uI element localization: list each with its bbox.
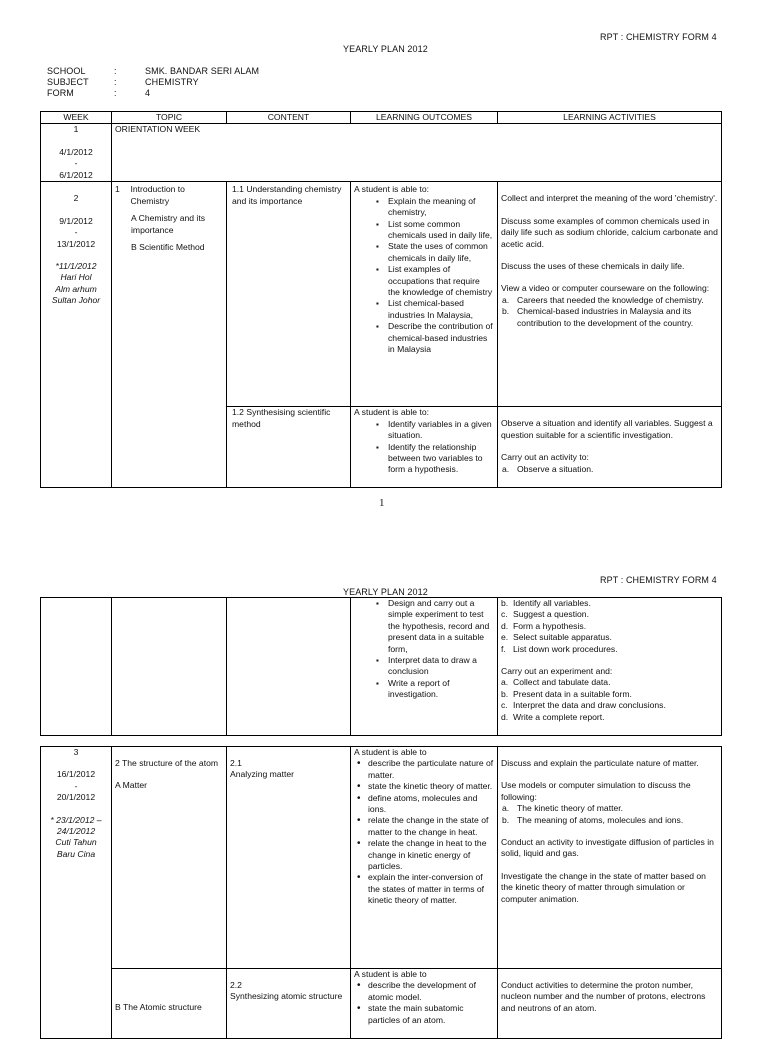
page2-plan-title: YEARLY PLAN 2012 — [343, 587, 428, 597]
header-learning-outcomes: LEARNING OUTCOMES — [351, 112, 498, 124]
activity-text: Investigate the change in the state of matter based on the kinetic theory of matter through simulation or computer animation. — [501, 870, 706, 904]
table-row — [41, 598, 722, 736]
activities-cell — [498, 969, 722, 1039]
activities-cell — [498, 407, 722, 488]
list-marker: d. — [501, 711, 509, 722]
list-text: Write a complete report. — [513, 711, 605, 722]
topic-cell — [112, 598, 227, 736]
list-marker: b. — [502, 306, 510, 317]
activity-list-item — [501, 609, 718, 620]
week-cell — [41, 747, 112, 1039]
list-marker: e. — [501, 632, 509, 643]
outcome-item: • state the kinetic theory of matter. — [368, 781, 494, 792]
content-number: 2.2 — [230, 980, 242, 990]
outcome-intro: A student is able to: — [354, 407, 430, 418]
activity-text: Observe a situation and identify all variables. Suggest a question suitable for a scientific investigation. — [501, 418, 713, 440]
page-number: 1 — [379, 497, 385, 509]
outcome-intro: A student is able to: — [354, 184, 430, 195]
content-cell — [227, 598, 351, 736]
info-label: SCHOOL — [47, 66, 86, 76]
holiday-line: 24/1/2012 — [56, 826, 96, 837]
list-text: The kinetic theory of matter. — [517, 803, 624, 814]
holiday-line: Cuti Tahun — [55, 837, 97, 848]
holiday-note — [44, 815, 108, 861]
date-from: 4/1/2012 — [59, 146, 93, 157]
topic-a: A Chemistry and its importance — [131, 213, 206, 235]
activity-list-item — [502, 463, 718, 475]
outcome-item: ▪ Explain the meaning of chemistry, — [388, 196, 494, 219]
activity-list-item — [502, 294, 718, 306]
list-text: List down work procedures. — [513, 643, 618, 654]
list-text: Interpret the data and draw conclusions. — [513, 700, 666, 711]
header-learning-activities: LEARNING ACTIVITIES — [498, 112, 722, 124]
outcome-item: ▪ Describe the contribution of chemical-based industries in Malaysia — [388, 321, 494, 355]
holiday-note — [44, 261, 108, 307]
outcome-item: • explain the inter-conversion of the states of matter in terms of kinetic theory of matter. — [368, 872, 494, 906]
topic-cell — [112, 747, 227, 969]
date-to: 13/1/2012 — [56, 238, 96, 249]
activity-list-item — [501, 632, 718, 643]
plan-table-page1 — [40, 111, 722, 488]
topic-title: Introduction to Chemistry — [130, 184, 185, 206]
list-marker: c. — [501, 700, 508, 711]
activity-text: Discuss some examples of common chemicals used in daily life such as sodium chloride, calcium carbonate and acetic acid. — [501, 215, 718, 249]
table-row — [41, 182, 722, 407]
plan-table-page2-week3 — [40, 746, 722, 1039]
content-cell — [227, 182, 351, 407]
holiday-line: Alm arhum — [55, 283, 97, 294]
holiday-line: * 23/1/2012 – — [50, 814, 102, 825]
outcomes-cell — [351, 407, 498, 488]
activity-text: Carry out an activity to: — [501, 452, 589, 463]
list-marker: f. — [501, 643, 506, 654]
outcome-item: ▪ Write a report of investigation. — [388, 678, 494, 701]
outcome-item: • describe the particulate nature of matter. — [368, 758, 494, 781]
outcome-item: ▪ List chemical-based industries In Malaysia, — [388, 298, 494, 321]
plan-table-page2-continued — [40, 597, 722, 736]
topic-b: B The Atomic structure — [115, 1002, 202, 1012]
list-text: Observe a situation. — [517, 463, 594, 474]
activity-list-item — [501, 700, 718, 711]
activity-list-item — [502, 814, 718, 826]
orientation-cell — [112, 124, 722, 182]
page-gap — [0, 538, 768, 572]
list-marker: b. — [501, 598, 509, 608]
outcomes-cell — [351, 182, 498, 407]
info-value: 4 — [145, 88, 151, 98]
list-marker: d. — [501, 620, 509, 631]
topic-cell — [112, 182, 227, 488]
outcome-item: • define atoms, molecules and ions. — [368, 793, 494, 816]
outcome-item: • relate the change in heat to the change in kinetic energy of particles. — [368, 838, 494, 872]
activity-list-item — [501, 689, 718, 700]
activities-cell — [498, 598, 722, 736]
table-row — [41, 969, 722, 1039]
content-title: Analyzing matter — [230, 769, 295, 780]
outcome-item: ▪ Identify variables in a given situation. — [388, 419, 494, 442]
content-cell — [227, 969, 351, 1039]
outcome-item: ▪ Identify the relationship between two variables to form a hypothesis. — [388, 442, 494, 476]
activity-list-item — [501, 712, 718, 723]
list-text: Present data in a suitable form. — [513, 688, 632, 699]
activity-text: Discuss and explain the particulate nature of matter. — [501, 758, 699, 768]
info-colon: : — [114, 88, 117, 98]
outcome-intro: A student is able to — [354, 969, 427, 979]
activity-list-item — [501, 644, 718, 655]
activities-cell — [498, 747, 722, 969]
list-text: Form a hypothesis. — [513, 620, 587, 631]
activity-list-item — [502, 803, 718, 814]
date-from: 9/1/2012 — [59, 215, 93, 226]
topic-number: 1 — [115, 184, 120, 195]
page1-plan-title: YEARLY PLAN 2012 — [343, 44, 428, 54]
school-info — [47, 66, 259, 99]
outcome-item: ▪ List examples of occupations that require the knowledge of chemistry — [388, 264, 494, 298]
page2-rpt-header: RPT : CHEMISTRY FORM 4 — [600, 575, 717, 585]
outcome-item: • state the main subatomic particles of an atom. — [368, 1003, 494, 1026]
outcome-item: ▪ Interpret data to draw a conclusion — [388, 655, 494, 678]
info-label: SUBJECT — [47, 77, 89, 87]
holiday-line: Hari Hol — [60, 272, 92, 283]
activity-text: Conduct activities to determine the proton number, nucleon number and the number of protons, electrons and neutrons of an atom. — [501, 980, 706, 1013]
holiday-line: *11/1/2012 — [55, 261, 97, 272]
outcome-item: • relate the change in the state of matter to the change in heat. — [368, 815, 494, 838]
info-label: FORM — [47, 88, 74, 98]
date-dash: - — [74, 780, 78, 791]
content-cell — [227, 407, 351, 488]
content-title: 1.1 Understanding chemistry and its importance — [232, 184, 342, 206]
content-title: 1.2 Synthesising scientific method — [232, 407, 331, 429]
outcome-item: ▪ State the uses of common chemicals in daily life, — [388, 241, 494, 264]
week-number: 1 — [73, 124, 79, 135]
outcomes-cell — [351, 747, 498, 969]
outcome-intro: A student is able to — [354, 747, 427, 757]
page1-rpt-header: RPT : CHEMISTRY FORM 4 — [600, 32, 717, 42]
list-marker: a. — [502, 463, 510, 474]
list-marker: a. — [501, 677, 509, 688]
info-colon: : — [114, 66, 117, 76]
list-text: Suggest a question. — [513, 609, 589, 620]
holiday-line: Sultan Johor — [51, 295, 101, 306]
date-to: 6/1/2012 — [59, 169, 93, 180]
week-number: 2 — [73, 193, 79, 204]
header-week: WEEK — [41, 112, 112, 124]
week-cell — [41, 182, 112, 488]
topic-cell — [112, 969, 227, 1039]
table-row — [41, 747, 722, 969]
activity-list-item — [502, 306, 718, 329]
date-dash: - — [74, 158, 78, 169]
activities-cell — [498, 182, 722, 407]
activity-text: Conduct an activity to investigate diffusion of particles in solid, liquid and gas. — [501, 837, 714, 859]
list-marker: b. — [502, 814, 510, 825]
orientation-label: ORIENTATION WEEK — [115, 124, 201, 135]
list-text: Collect and tabulate data. — [513, 677, 611, 688]
activity-text: Use models or computer simulation to discuss the following: — [501, 780, 691, 802]
list-marker: a. — [502, 803, 510, 814]
outcome-item: • describe the development of atomic model. — [368, 980, 494, 1003]
list-text: Careers that needed the knowledge of chemistry. — [517, 294, 704, 305]
outcomes-cell — [351, 969, 498, 1039]
header-topic: TOPIC — [112, 112, 227, 124]
date-from: 16/1/2012 — [56, 769, 96, 780]
content-number: 2.1 — [230, 758, 242, 768]
week-number: 3 — [73, 747, 79, 757]
activity-text: Discuss the uses of these chemicals in daily life. — [501, 261, 685, 272]
info-colon: : — [114, 77, 117, 87]
table-row — [41, 124, 722, 182]
outcome-item: ▪ List some common chemicals used in daily life, — [388, 219, 494, 242]
list-marker: b. — [501, 688, 509, 699]
activity-text: View a video or computer courseware on the following: — [501, 283, 710, 294]
list-text: The meaning of atoms, molecules and ions. — [517, 814, 684, 825]
activity-text: Collect and interpret the meaning of the word 'chemistry'. — [501, 193, 718, 204]
info-value: SMK. BANDAR SERI ALAM — [145, 66, 260, 76]
activity-list-item — [501, 598, 718, 609]
topic-b: B Scientific Method — [131, 242, 205, 253]
activity-text: Carry out an experiment and: — [501, 666, 613, 677]
list-text: Identify all variables. — [513, 598, 591, 608]
date-to: 20/1/2012 — [56, 792, 96, 803]
outcomes-cell — [351, 598, 498, 736]
outcome-item: ▪ Design and carry out a simple experiment to test the hypothesis, record and present data in a suitable form, — [388, 598, 494, 655]
topic-title: 2 The structure of the atom — [115, 758, 219, 768]
list-text: Chemical-based industries in Malaysia and its contribution to the development of the country. — [517, 306, 694, 328]
info-value: CHEMISTRY — [145, 77, 199, 87]
activity-list-item — [501, 677, 718, 688]
header-content: CONTENT — [227, 112, 351, 124]
activity-list-item — [501, 621, 718, 632]
date-dash: - — [74, 227, 78, 238]
topic-a: A Matter — [115, 780, 147, 791]
list-text: Select suitable apparatus. — [513, 632, 612, 643]
week-cell — [41, 124, 112, 182]
week-cell — [41, 598, 112, 736]
holiday-line: Baru Cina — [56, 848, 96, 859]
list-marker: c. — [501, 609, 508, 620]
list-marker: a. — [502, 294, 510, 305]
content-title: Synthesizing atomic structure — [230, 991, 343, 1002]
content-cell — [227, 747, 351, 969]
